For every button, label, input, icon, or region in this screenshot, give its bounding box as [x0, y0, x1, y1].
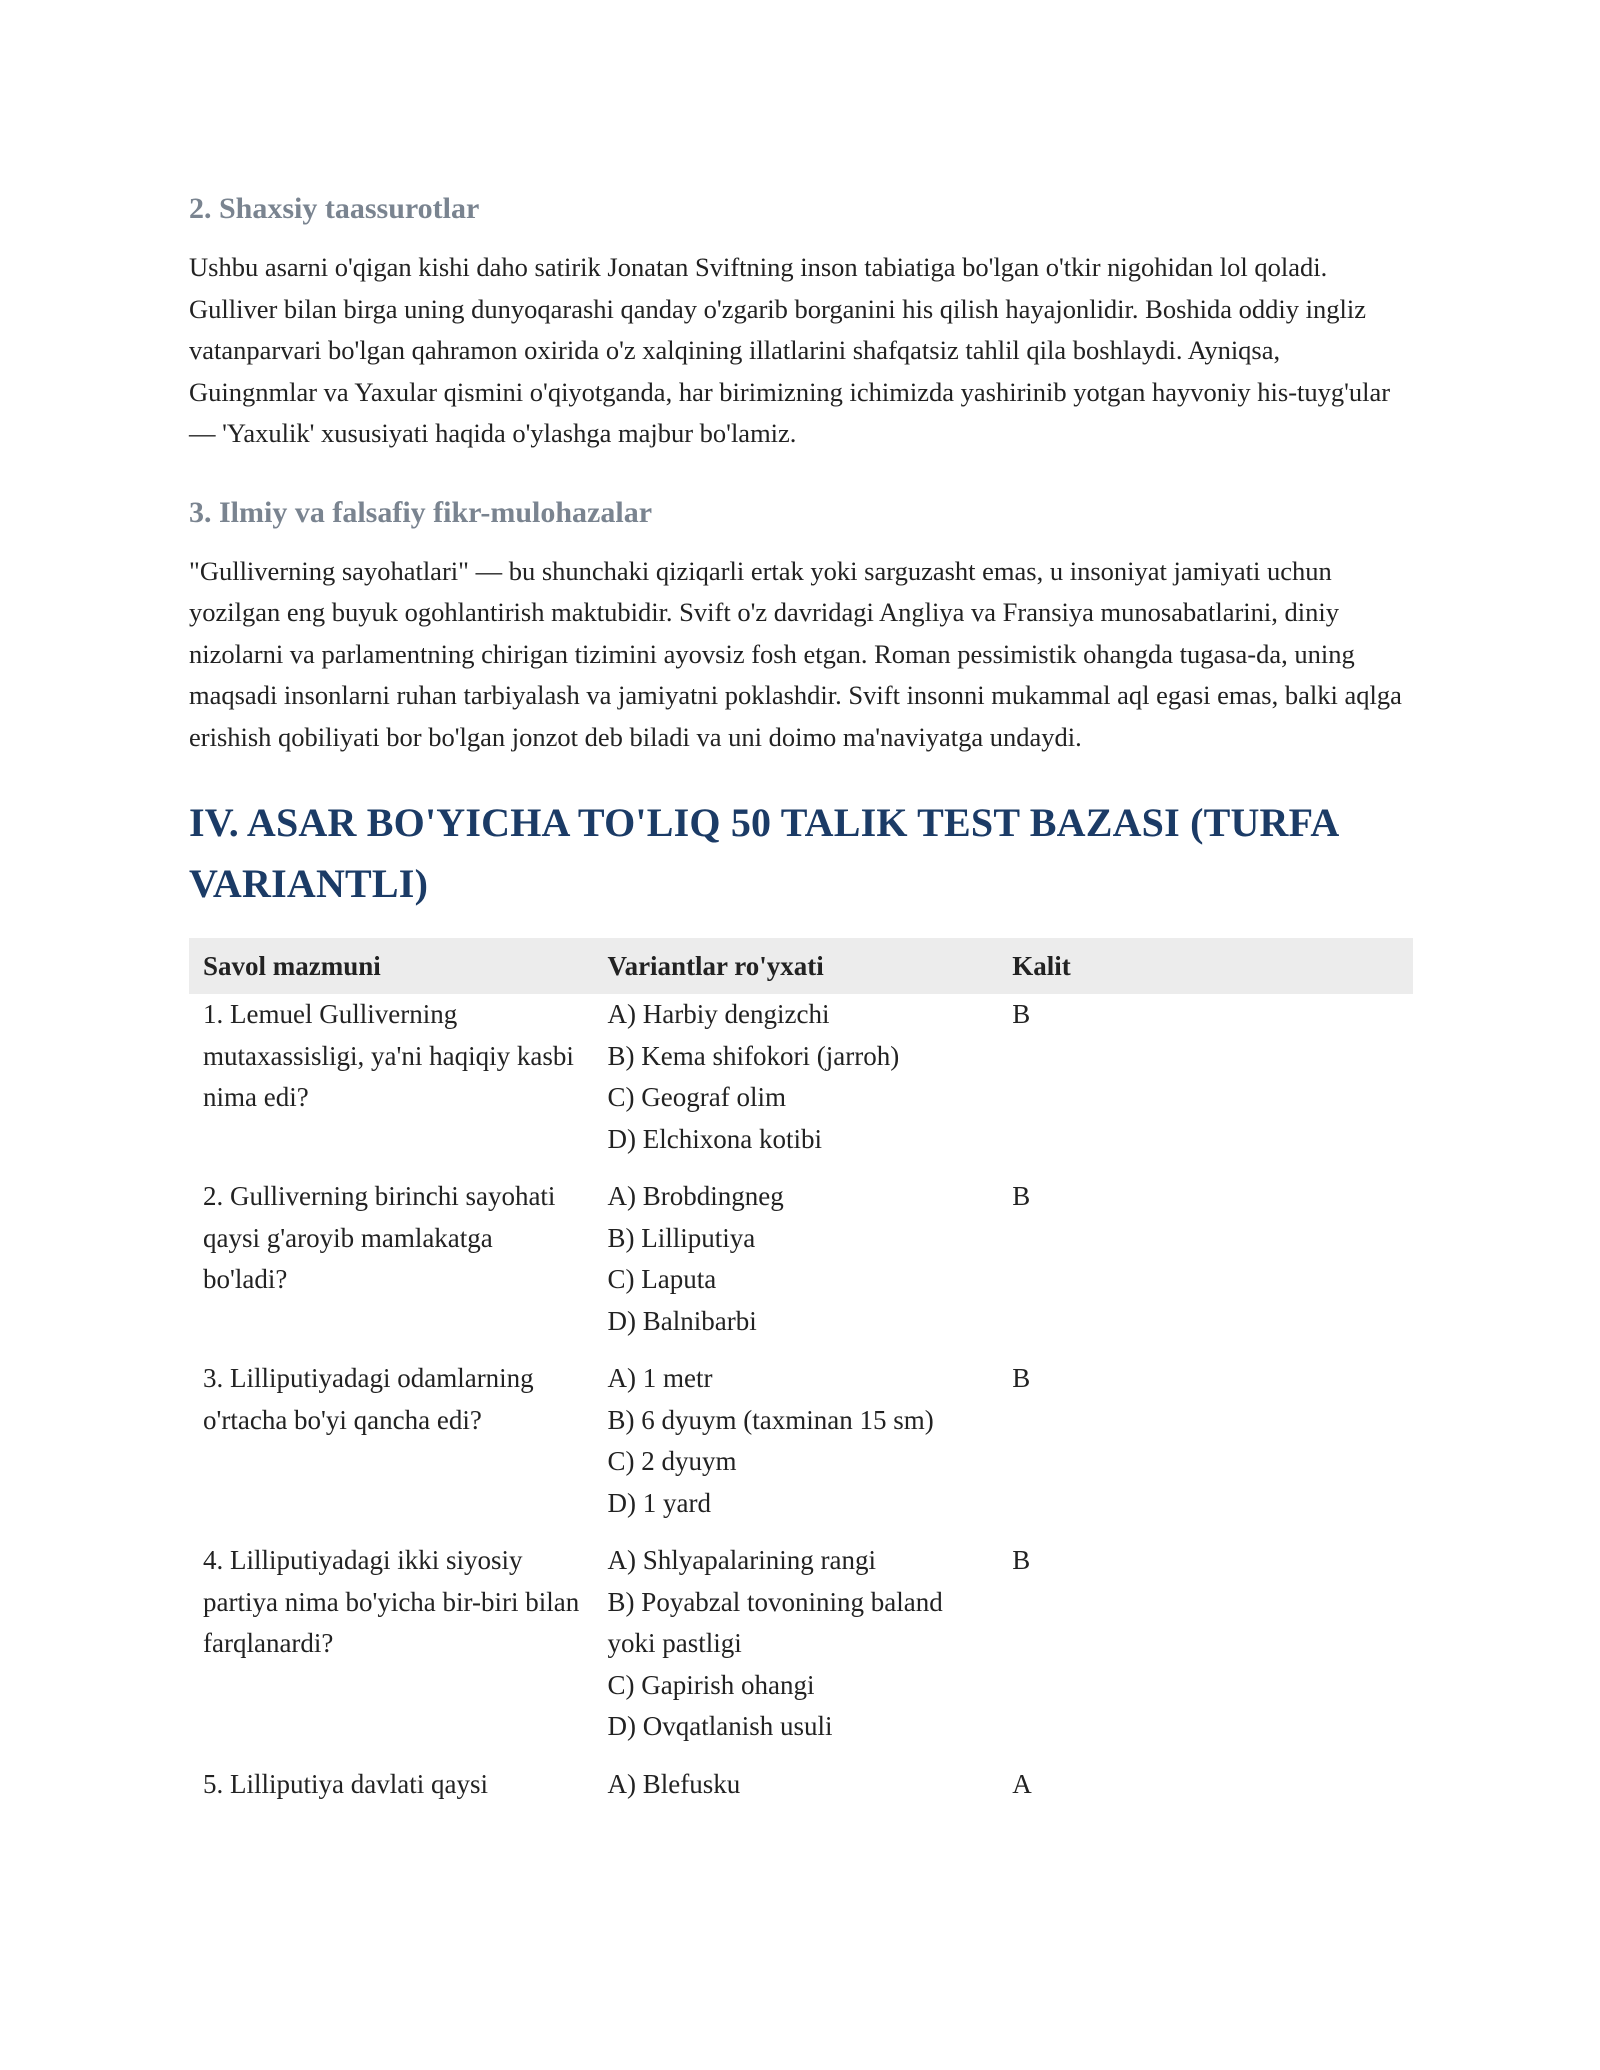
key-cell — [998, 1176, 1413, 1358]
section-2-heading: 2. Shaxsiy taassurotlar — [189, 192, 480, 225]
options-cell — [594, 1540, 999, 1764]
question-cell — [189, 1764, 594, 1822]
table-header-row — [189, 938, 1413, 994]
table-row — [189, 1176, 1413, 1358]
table-row — [189, 1358, 1413, 1540]
options-cell — [594, 1764, 999, 1822]
question-text: 2. Gulliverning birinchi sayohati qaysi g'aroyib mamlakatga bo'ladi? — [203, 1181, 556, 1294]
option: B) Lilliputiya — [607, 1222, 756, 1253]
key-cell — [998, 1540, 1413, 1764]
section-3-heading: 3. Ilmiy va falsafiy fikr-mulohazalar — [189, 495, 653, 529]
question-cell — [189, 1540, 594, 1764]
key-cell — [998, 1358, 1413, 1540]
question-cell — [189, 1176, 594, 1358]
option: A) Shlyapalarining rangi — [607, 1545, 876, 1575]
option: D) Ovqatlanish usuli — [607, 1711, 833, 1741]
table-row — [189, 1764, 1413, 1822]
option: A) Brobdingneg — [607, 1181, 784, 1211]
key-text: A — [1012, 1768, 1032, 1799]
header-options: Variantlar ro'yxati — [594, 938, 999, 994]
option: B) Poyabzal tovonining baland yoki pastligi — [607, 1586, 943, 1658]
section-2-paragraph: Ushbu asarni o'qigan kishi daho satirik Jonatan Sviftning inson tabiatiga bo'lgan o'tkir nigohidan lol qoladi. Gulliver bilan birga uning dunyoqarashi qanday o'zgarib borganini his qilish hayajonlidir. Boshida oddiy ingliz vatanparvari bo'lgan qahramon oxirida o'z xalqining illatlarini shafqatsiz tahlil qila boshlaydi. Ayniqsa, Guingnmlar va Yaxular qismini o'qiyotganda, har birimizning ichimizda yashirinib yotgan hayvoniy his-tuyg'ular — 'Yaxulik' xususiyati haqida o'ylashga majbur bo'lamiz. — [189, 252, 1391, 448]
options-cell — [594, 1358, 999, 1540]
option: A) Harbiy dengizchi — [607, 999, 830, 1029]
option: D) 1 yard — [607, 1487, 712, 1518]
question-text: 5. Lilliputiya davlati qaysi — [203, 1768, 488, 1799]
table-row — [189, 994, 1413, 1176]
section-3-paragraph: "Gulliverning sayohatlari" — bu shunchaki qiziqarli ertak yoki sarguzasht emas, u insoniyat jamiyati uchun yozilgan eng buyuk ogohlantirish maktubidir. Svift o'z davridagi Angliya va Fransiya munosabatlarini, diniy nizolarni va parlamentning chirigan tizimini ayovsiz fosh etgan. Roman pessimistik ohangda tugasa-da, uning maqsadi insonlarni ruhan tarbiyalash va jamiyatni poklashdir. Svift insonni mukammal aql egasi emas, balki aqlga erishish qobiliyati bor bo'lgan jonzot deb biladi va uni doimo ma'naviyatga undaydi. — [189, 555, 1402, 752]
key-cell — [998, 1764, 1413, 1822]
question-text: 4. Lilliputiyadagi ikki siyosiy partiya nima bo'yicha bir-biri bilan farqlanardi? — [203, 1545, 580, 1658]
table-row — [189, 1540, 1413, 1764]
options-cell — [594, 994, 999, 1176]
section-4-heading: IV. ASAR BO'YICHA TO'LIQ 50 TALIK TEST BAZASI (TURFA VARIANTLI) — [189, 800, 1338, 906]
option: D) Balnibarbi — [607, 1305, 757, 1336]
test-table — [189, 938, 1413, 1821]
key-text: B — [1012, 1545, 1031, 1575]
key-text: B — [1012, 999, 1031, 1029]
option: C) Gapirish ohangi — [607, 1669, 815, 1700]
option: D) Elchixona kotibi — [607, 1123, 823, 1154]
option: C) Geograf olim — [607, 1082, 786, 1112]
question-cell — [189, 1358, 594, 1540]
option: C) Laputa — [607, 1264, 717, 1294]
option: C) 2 dyuym — [607, 1446, 737, 1476]
key-text: B — [1012, 1181, 1031, 1211]
option: B) Kema shifokori (jarroh) — [607, 1040, 900, 1071]
question-text: 1. Lemuel Gulliverning mutaxassisligi, ya'ni haqiqiy kasbi nima edi? — [203, 999, 574, 1112]
options-cell — [594, 1176, 999, 1358]
key-cell — [998, 994, 1413, 1176]
option: A) Blefusku — [607, 1768, 741, 1799]
question-cell — [189, 994, 594, 1176]
header-question: Savol mazmuni — [189, 938, 594, 994]
question-text: 3. Lilliputiyadagi odamlarning o'rtacha bo'yi qancha edi? — [203, 1363, 534, 1435]
key-text: B — [1012, 1363, 1031, 1393]
document-page — [189, 185, 1413, 1821]
header-key: Kalit — [998, 938, 1413, 994]
option: B) 6 dyuym (taxminan 15 sm) — [607, 1404, 934, 1435]
option: A) 1 metr — [607, 1363, 713, 1393]
